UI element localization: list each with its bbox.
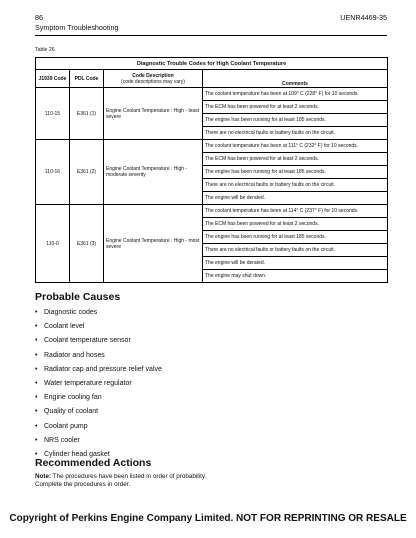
pdl-code: E361 (1) <box>70 88 104 140</box>
diagnostic-code-table <box>35 57 388 283</box>
recommended-actions-heading: Recommended Actions <box>35 457 152 469</box>
page-header <box>35 13 387 36</box>
document-id: UENR4469-35 <box>340 13 387 22</box>
j1939-code: 110-16 <box>36 140 70 205</box>
list-item: • Cylinder head gasket <box>35 449 162 463</box>
pdl-code: E361 (2) <box>70 140 104 205</box>
list-item: • Radiator and hoses <box>35 350 162 364</box>
note-label: Note: <box>35 473 52 480</box>
comment: There are no electrical faults or battery faults on the circuit. <box>203 127 388 140</box>
j1939-code: 110-15 <box>36 88 70 140</box>
comment: The coolant temperature has been at 114° C (237° F) for 10 seconds. <box>203 205 388 218</box>
probable-causes-heading: Probable Causes <box>35 291 121 303</box>
code-description: Engine Coolant Temperature : High - least severe <box>104 88 203 140</box>
procedure-note <box>35 473 210 489</box>
comment: There are no electrical faults or battery faults on the circuit. <box>203 244 388 257</box>
comment: The engine has been running for at least 185 seconds. <box>203 114 388 127</box>
probable-causes-list <box>35 307 162 463</box>
list-item: • Engine cooling fan <box>35 392 162 406</box>
column-header-description-label: Code Description <box>132 72 174 79</box>
comment: The ECM has been powered for at least 2 seconds. <box>203 153 388 166</box>
comment: The coolant temperature has been at 109° C (228° F) for 10 seconds. <box>203 88 388 101</box>
table-row <box>36 205 388 218</box>
j1939-code: 110-0 <box>36 205 70 283</box>
comment: The ECM has been powered for at least 2 seconds. <box>203 101 388 114</box>
column-header-j1939: J1939 Code <box>36 70 70 88</box>
comment: There are no electrical faults or battery faults on the circuit. <box>203 179 388 192</box>
column-header-comments: Comments <box>203 70 388 88</box>
comment: The coolant temperature has been at 111° C (232° F) for 10 seconds. <box>203 140 388 153</box>
comment: The engine has been running for at least 185 seconds. <box>203 231 388 244</box>
column-header-description-sub: (code descriptions may vary) <box>121 78 185 85</box>
list-item: • NRS cooler <box>35 435 162 449</box>
list-item: • Diagnostic codes <box>35 307 162 321</box>
table-row <box>36 88 388 101</box>
code-description: Engine Coolant Temperature : High - most severe <box>104 205 203 283</box>
list-item: • Quality of coolant <box>35 406 162 420</box>
table-title: Diagnostic Trouble Codes for High Coolant Temperature <box>36 58 388 70</box>
table-label: Table 26 <box>35 47 55 53</box>
list-item: • Water temperature regulator <box>35 378 162 392</box>
pdl-code: E361 (3) <box>70 205 104 283</box>
comment: The engine may shut down. <box>203 270 388 283</box>
comment: The engine will be derated. <box>203 192 388 205</box>
list-item: • Coolant level <box>35 321 162 335</box>
column-header-description <box>104 70 203 88</box>
list-item: • Coolant pump <box>35 421 162 435</box>
comment: The engine has been running for at least 185 seconds. <box>203 166 388 179</box>
list-item: • Coolant temperature sensor <box>35 335 162 349</box>
column-header-pdl: PDL Code <box>70 70 104 88</box>
copyright-footer: Copyright of Perkins Engine Company Limited. NOT FOR REPRINTING OR RESALE <box>9 513 407 524</box>
table-row <box>36 140 388 153</box>
comment: The ECM has been powered for at least 2 seconds. <box>203 218 388 231</box>
header-rule <box>35 35 387 36</box>
page-number: 86 <box>35 13 43 22</box>
code-description: Engine Coolant Temperature : High - moderate severity <box>104 140 203 205</box>
comment: The engine will be derated. <box>203 257 388 270</box>
section-name: Symptom Troubleshooting <box>35 23 119 32</box>
note-text: The procedures have been listed in order of probability. Complete the procedures in order. <box>35 473 207 488</box>
list-item: • Radiator cap and pressure relief valve <box>35 364 162 378</box>
